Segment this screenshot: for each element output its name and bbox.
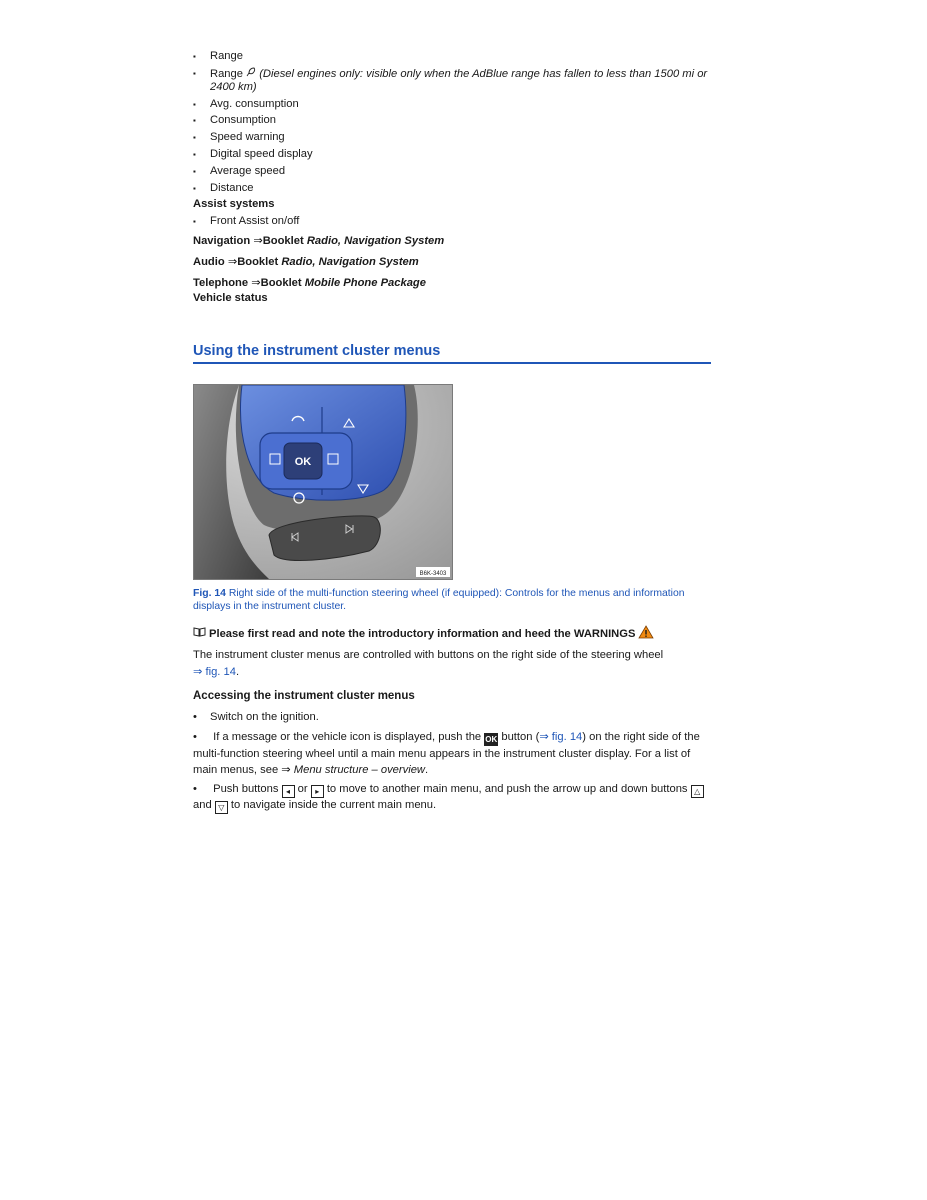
list-item: ▪ Avg. consumption bbox=[193, 98, 711, 111]
list-item: ▪ Distance bbox=[193, 182, 711, 195]
arrow-up-icon: △ bbox=[691, 785, 704, 798]
book-icon bbox=[193, 627, 207, 641]
list-item: ▪ Speed warning bbox=[193, 131, 711, 144]
adblue-icon bbox=[246, 67, 256, 81]
list-item: • Push buttons ◂ or ▸ to move to another main menu, and push the arrow up and down buttons △ and ▽ to navigate inside the current main menu. bbox=[193, 782, 711, 814]
vehicle-status: Vehicle status bbox=[193, 292, 268, 305]
list-item: ▪ Front Assist on/off bbox=[193, 215, 711, 228]
list-item: • If a message or the vehicle icon is displayed, push the OK button (⇒ fig. 14) on the right side of the multi-function steering wheel until a main menu appears in the instrument cluster display. For a list of main menus, see ⇒ Menu structure – overview. bbox=[193, 729, 711, 778]
ok-label: OK bbox=[294, 456, 312, 469]
document-page bbox=[193, 50, 711, 818]
audio-ref: Audio ⇒Booklet Radio, Navigation System bbox=[193, 256, 419, 269]
navigation-ref: Navigation ⇒Booklet Radio, Navigation System bbox=[193, 235, 445, 248]
fig-ref-link[interactable]: ⇒ fig. 14 bbox=[539, 731, 583, 744]
ok-button-icon: OK bbox=[485, 735, 498, 745]
trip-data-list bbox=[193, 50, 711, 195]
booklet-link[interactable]: Mobile Phone Package bbox=[304, 277, 426, 290]
figure-code: B6K-3403 bbox=[419, 571, 447, 578]
list-item: ▪ Range bbox=[193, 50, 711, 63]
list-item: ▪ Range (Diesel engines only: visible only when the AdBlue range has fallen to less than 1500 mi or 2400 km) bbox=[193, 67, 711, 94]
steps-list bbox=[193, 709, 711, 814]
list-item: ▪ Digital speed display bbox=[193, 148, 711, 161]
figure-caption: Fig. 14 Right side of the multi-function steering wheel (if equipped): Controls for the menus and information displays in the instrument cluster. bbox=[193, 588, 685, 612]
read-first-note: Please first read and note the introductory information and heed the WARNINGS bbox=[193, 625, 711, 643]
menu-structure-link[interactable]: Menu structure – overview bbox=[293, 764, 425, 777]
list-item: ▪ Average speed bbox=[193, 165, 711, 178]
steering-wheel-figure bbox=[193, 384, 453, 580]
fig-ref-link[interactable]: ⇒ fig. 14 bbox=[193, 666, 236, 679]
section-title: Using the instrument cluster menus bbox=[193, 342, 711, 364]
subheading: Accessing the instrument cluster menus bbox=[193, 690, 415, 703]
arrow-down-icon: ▽ bbox=[215, 801, 228, 814]
booklet-link[interactable]: Radio, Navigation System bbox=[281, 256, 419, 269]
list-item: ▪ Consumption bbox=[193, 114, 711, 127]
warning-icon bbox=[638, 625, 654, 643]
menu-right-icon: ▸ bbox=[311, 785, 324, 798]
list-item: • Switch on the ignition. bbox=[193, 709, 711, 725]
booklet-link[interactable]: Radio, Navigation System bbox=[306, 235, 445, 248]
menu-left-icon: ◂ bbox=[282, 785, 295, 798]
intro-paragraph: The instrument cluster menus are controlled with buttons on the right side of the steering wheel ⇒ fig. 14. bbox=[193, 649, 664, 679]
assist-list bbox=[193, 215, 711, 228]
steering-wheel-illustration bbox=[194, 385, 452, 579]
assist-heading: Assist systems bbox=[193, 198, 275, 211]
telephone-ref: Telephone ⇒Booklet Mobile Phone Package bbox=[193, 277, 426, 290]
